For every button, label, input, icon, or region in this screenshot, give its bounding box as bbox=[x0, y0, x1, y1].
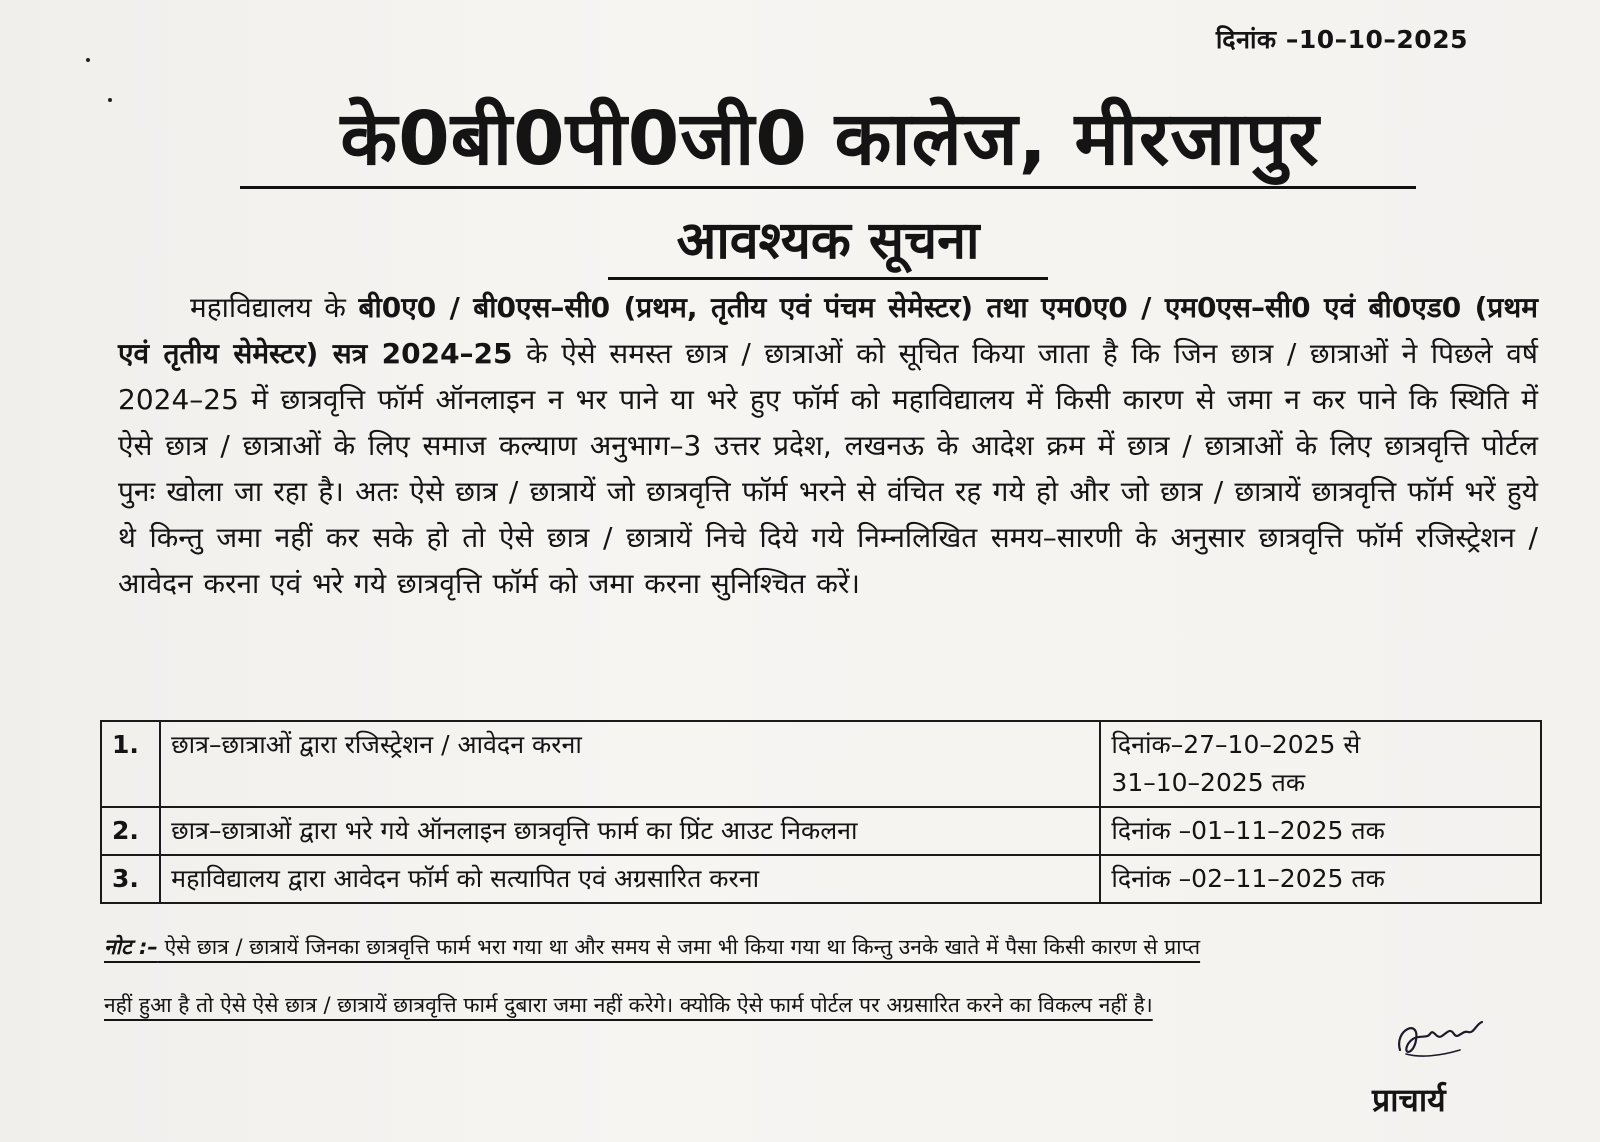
notice-title: आवश्यक सूचना bbox=[676, 211, 980, 271]
row-task: छात्र–छात्राओं द्वारा रजिस्ट्रेशन / आवेदन करना bbox=[160, 721, 1100, 807]
note-section bbox=[104, 918, 1544, 1034]
row-task: महाविद्यालय द्वारा आवेदन फॉर्म को सत्यापित एवं अग्रसारित करना bbox=[160, 855, 1100, 903]
row-number: 2. bbox=[101, 807, 160, 855]
notice-body bbox=[118, 285, 1538, 607]
table-row bbox=[101, 807, 1541, 855]
row-date: दिनांक –01–11–2025 तक bbox=[1100, 807, 1541, 855]
schedule-table bbox=[100, 720, 1542, 904]
title-underline bbox=[240, 186, 1416, 189]
row-date-line: 31–10–2025 तक bbox=[1111, 768, 1306, 797]
row-date bbox=[1100, 721, 1541, 807]
notice-title-underline bbox=[608, 277, 1048, 280]
body-courses: बी0ए0 / बी0एस–सी0 (प्रथम, तृतीय एवं पंचम सेमेस्टर) तथा एम0ए0 / एम0एस–सी0 एवं बी0एड0 (प्रथम एवं तृतीय सेमेस्टर) सत्र 2024–25 bbox=[118, 291, 1538, 370]
table-row bbox=[101, 855, 1541, 903]
signatory-title: प्राचार्य bbox=[1372, 1081, 1446, 1119]
row-number: 1. bbox=[101, 721, 160, 807]
body-main: के ऐसे समस्त छात्र / छात्राओं को सूचित किया जाता है कि जिन छात्र / छात्राओं ने पिछले वर्ष 2024–25 में छात्रवृत्ति फॉर्म ऑनलाइन न भर पाने या भरे हुए फॉर्म को महाविद्यालय में किसी कारण से जमा न कर पाने कि स्थिति में ऐसे छात्र / छात्राओं के लिए समाज कल्याण अनुभाग–3 उत्तर प्रदेश, लखनऊ के आदेश क्रम में छात्र / छात्राओं के लिए छात्रवृत्ति पोर्टल पुनः खोला जा रहा है। अतः ऐसे छात्र / छात्रायें जो छात्रवृत्ति फॉर्म भरने से वंचित रह गये हो और जो छात्र / छात्रायें छात्रवृत्ति फॉर्म भरें हुये थे किन्तु जमा नहीं कर सके हो तो ऐसे छात्र / छात्रायें निचे दिये गये निम्नलिखित समय–सारणी के अनुसार छात्रवृत्ति फॉर्म रजिस्ट्रेशन / आवेदन करना एवं भरे गये छात्रवृत्ति फॉर्म को जमा करना सुनिश्चित करें। bbox=[118, 337, 1538, 600]
row-number: 3. bbox=[101, 855, 160, 903]
row-task: छात्र–छात्राओं द्वारा भरे गये ऑनलाइन छात्रवृत्ति फार्म का प्रिंट आउट निकलना bbox=[160, 807, 1100, 855]
notice-date: दिनांक –10–10–2025 bbox=[1215, 25, 1468, 54]
table-row bbox=[101, 721, 1541, 807]
note-line-2: नहीं हुआ है तो ऐसे ऐसे छात्र / छात्रायें छात्रवृत्ति फार्म दुबारा जमा नहीं करेगे। क्योकि ऐसे फार्म पोर्टल पर अग्रसारित करने का विकल्प नहीं है। bbox=[104, 993, 1153, 1017]
paper-speck bbox=[108, 98, 112, 102]
body-intro: महाविद्यालय के bbox=[190, 291, 359, 324]
row-date-line: दिनांक–27–10–2025 से bbox=[1111, 730, 1361, 759]
note-line-1 bbox=[104, 918, 1544, 976]
row-date: दिनांक –02–11–2025 तक bbox=[1100, 855, 1541, 903]
paper-speck bbox=[86, 58, 90, 62]
college-name: के0बी0पी0जी0 कालेज, मीरजापुर bbox=[340, 96, 1320, 182]
principal-signature bbox=[1390, 1010, 1490, 1066]
note-text-1: ऐसे छात्र / छात्रायें जिनका छात्रवृत्ति फार्म भरा गया था और समय से जमा भी किया गया था किन्तु उनके खाते में पैसा किसी कारण से प्राप्त bbox=[157, 935, 1201, 959]
note-label: नोट :– bbox=[104, 935, 158, 959]
